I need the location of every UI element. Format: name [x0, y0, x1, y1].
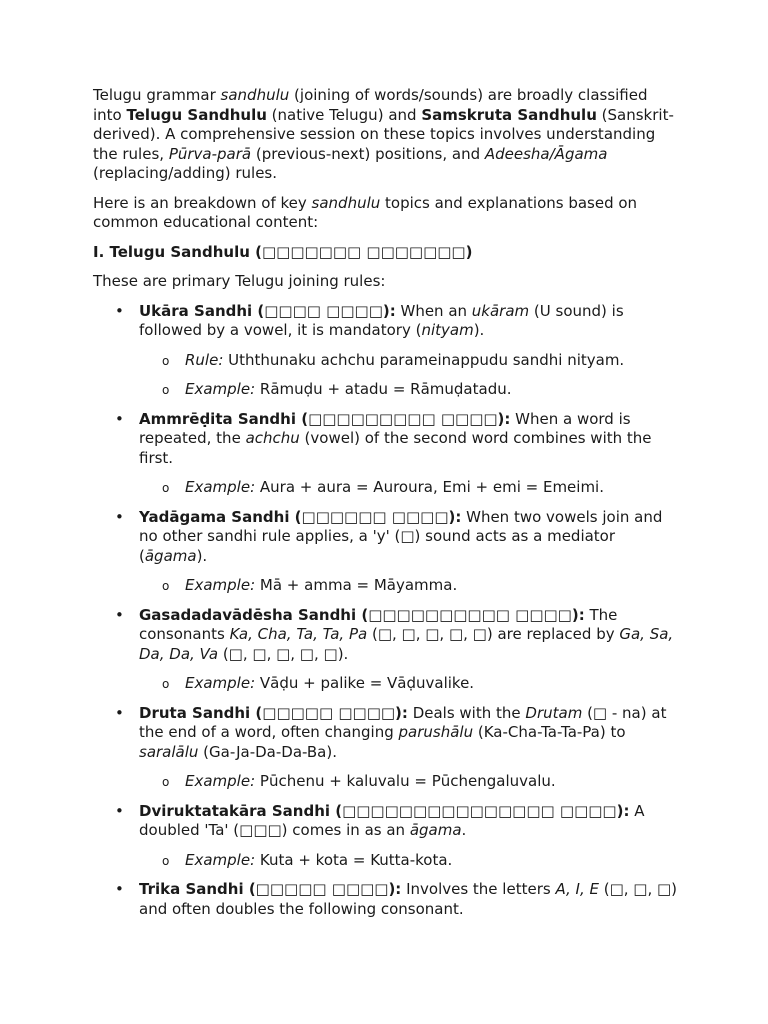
sandhi-description [139, 508, 679, 567]
sandhi-description [139, 606, 679, 665]
text-run: (Ka-Cha-Ta-Ta-Pa) to [473, 723, 626, 741]
italic-text: Example: [185, 380, 256, 398]
text-run: Telugu grammar [93, 86, 221, 104]
section-heading: I. Telugu Sandhulu (□□□□□□□ □□□□□□□) [93, 242, 473, 261]
sub-list [139, 478, 679, 498]
bullet-icon: • [115, 507, 124, 526]
text-run: When an [395, 301, 472, 320]
sandhi-description [139, 704, 679, 763]
italic-text: Example: [185, 576, 256, 594]
text-run: (Ga-Ja-Da-Da-Ba). [198, 742, 337, 761]
italic-text: nityam [421, 321, 474, 339]
text-run: Kuta + kota = Kutta-kota. [255, 850, 453, 869]
sub-list [139, 351, 679, 400]
italic-text: Example: [185, 674, 256, 692]
text-run: A doubled 'Ta' (□□□) comes in as an [139, 801, 645, 839]
italic-text: Ga, Sa, Da, Da, Va [139, 625, 674, 663]
text-run: (native Telugu) and [266, 105, 422, 124]
italic-text: āgama [144, 546, 197, 565]
text-run: Mā + amma = Māyamma. [255, 576, 458, 594]
text-run: The consonants [139, 605, 618, 643]
bold-text: Samskruta Sandhulu [421, 105, 597, 124]
text-run: (replacing/adding) rules. [93, 164, 277, 182]
bold-text: Trika Sandhi (□□□□□ □□□□): [139, 880, 402, 898]
sandhi-description [139, 410, 679, 469]
sub-list [139, 851, 679, 871]
sandhi-description [139, 880, 679, 919]
sub-list [139, 576, 679, 596]
sub-list [139, 772, 679, 792]
text-run: topics and explanations based on common educational content: [93, 193, 638, 231]
sandhi-item [93, 606, 679, 694]
sandhi-description [139, 802, 679, 841]
sub-bullet-icon: o [162, 353, 170, 368]
italic-text: Rule: [185, 350, 224, 369]
sub-list-item [139, 576, 679, 596]
sub-bullet-icon: o [162, 853, 170, 868]
bullet-icon: • [115, 409, 124, 428]
italic-text: A, I, E [555, 880, 599, 898]
text-run: (□, □, □, □, □) are replaced by [367, 625, 620, 643]
sub-bullet-icon: o [162, 383, 170, 397]
italic-text: Drutam [525, 703, 583, 722]
intro-section [93, 86, 679, 233]
italic-text: achchu [245, 429, 300, 447]
intro-paragraph [93, 194, 679, 233]
italic-text: āgama [409, 821, 462, 839]
sub-list-item [139, 851, 679, 871]
text-run: Deals with the [407, 703, 526, 722]
sub-list-item [139, 674, 679, 694]
sub-bullet-icon: o [162, 677, 170, 691]
sub-list-item [139, 478, 679, 498]
bold-text: Ukāra Sandhi (□□□□ □□□□): [139, 301, 396, 320]
text-run: (□, □, □) and often doubles the following consonant. [139, 880, 678, 918]
bold-text: Dviruktatakāra Sandhi (□□□□□□□□□□□□□□□ □□□□): [139, 801, 630, 820]
document-body [93, 86, 679, 929]
sub-bullet-icon: o [162, 579, 170, 593]
bold-text: Druta Sandhi (□□□□□ □□□□): [139, 703, 408, 722]
sandhi-description [139, 302, 679, 341]
italic-text: parushālu [398, 723, 474, 741]
italic-text: sandhulu [220, 86, 290, 104]
text-run: (□ - na) at the end of a word, often changing [139, 703, 667, 741]
text-run: Uththunaku achchu parameinappudu sandhi nityam. [223, 350, 625, 369]
italic-text: saralālu [139, 742, 199, 761]
italic-text: Ka, Cha, Ta, Ta, Pa [229, 625, 368, 643]
sandhi-list [93, 302, 679, 920]
italic-text: Example: [185, 850, 256, 869]
italic-text: Adeesha/Āgama [484, 144, 608, 163]
text-run: Pūchenu + kaluvalu = Pūchengaluvalu. [255, 772, 556, 790]
bold-text: Ammrēḍita Sandhi (□□□□□□□□□ □□□□): [139, 409, 511, 428]
sandhi-item [93, 802, 679, 871]
bold-text: Gasadadavādēsha Sandhi (□□□□□□□□□□ □□□□): [139, 605, 585, 624]
text-run: (□, □, □, □, □). [218, 644, 349, 663]
italic-text: sandhulu [311, 193, 381, 212]
sandhi-item [93, 410, 679, 498]
text-run: ). [196, 546, 208, 565]
text-run: (Sanskrit-derived). A comprehensive session on these topics involves understanding the rules, [93, 105, 674, 163]
text-run: Here is an breakdown of key [93, 193, 312, 212]
bullet-icon: • [115, 880, 124, 898]
bullet-icon: • [115, 605, 124, 624]
text-run: Involves the letters [401, 880, 556, 898]
sandhi-item [93, 704, 679, 792]
sub-list-item [139, 380, 679, 400]
bullet-icon: • [115, 801, 124, 820]
sandhi-item [93, 508, 679, 596]
bullet-icon: • [115, 301, 124, 320]
text-run: Rāmuḍu + atadu = Rāmuḍatadu. [255, 380, 512, 398]
text-run: (U sound) is followed by a vowel, it is mandatory ( [139, 301, 624, 339]
text-run: (previous-next) positions, and [251, 144, 485, 163]
text-run: ). [473, 321, 485, 339]
sandhi-item [93, 302, 679, 400]
section-intro: These are primary Telugu joining rules: [93, 272, 386, 290]
intro-paragraph [93, 86, 679, 184]
bullet-icon: • [115, 703, 124, 722]
text-run: (joining of words/sounds) are broadly classified into [93, 86, 648, 124]
sub-bullet-icon: o [162, 775, 170, 789]
sub-list-item [139, 351, 679, 371]
italic-text: ukāram [471, 301, 530, 320]
text-run: Aura + aura = Auroura, Emi + emi = Emeimi. [255, 478, 604, 496]
sub-list-item [139, 772, 679, 792]
text-run: When a word is repeated, the [139, 409, 631, 447]
sub-bullet-icon: o [162, 481, 170, 495]
sub-list [139, 674, 679, 694]
italic-text: Pūrva-parā [168, 144, 252, 163]
text-run: . [461, 821, 467, 839]
text-run: (vowel) of the second word combines with the first. [139, 429, 652, 467]
bold-text: Telugu Sandhulu [126, 105, 267, 124]
text-run: When two vowels join and no other sandhi rule applies, a 'y' (□) sound acts as a mediator ( [139, 507, 663, 565]
italic-text: Example: [185, 772, 256, 790]
italic-text: Example: [185, 478, 256, 496]
text-run: Vāḍu + palike = Vāḍuvalike. [255, 674, 475, 692]
bold-text: Yadāgama Sandhi (□□□□□□ □□□□): [139, 507, 462, 526]
sandhi-item [93, 880, 679, 919]
